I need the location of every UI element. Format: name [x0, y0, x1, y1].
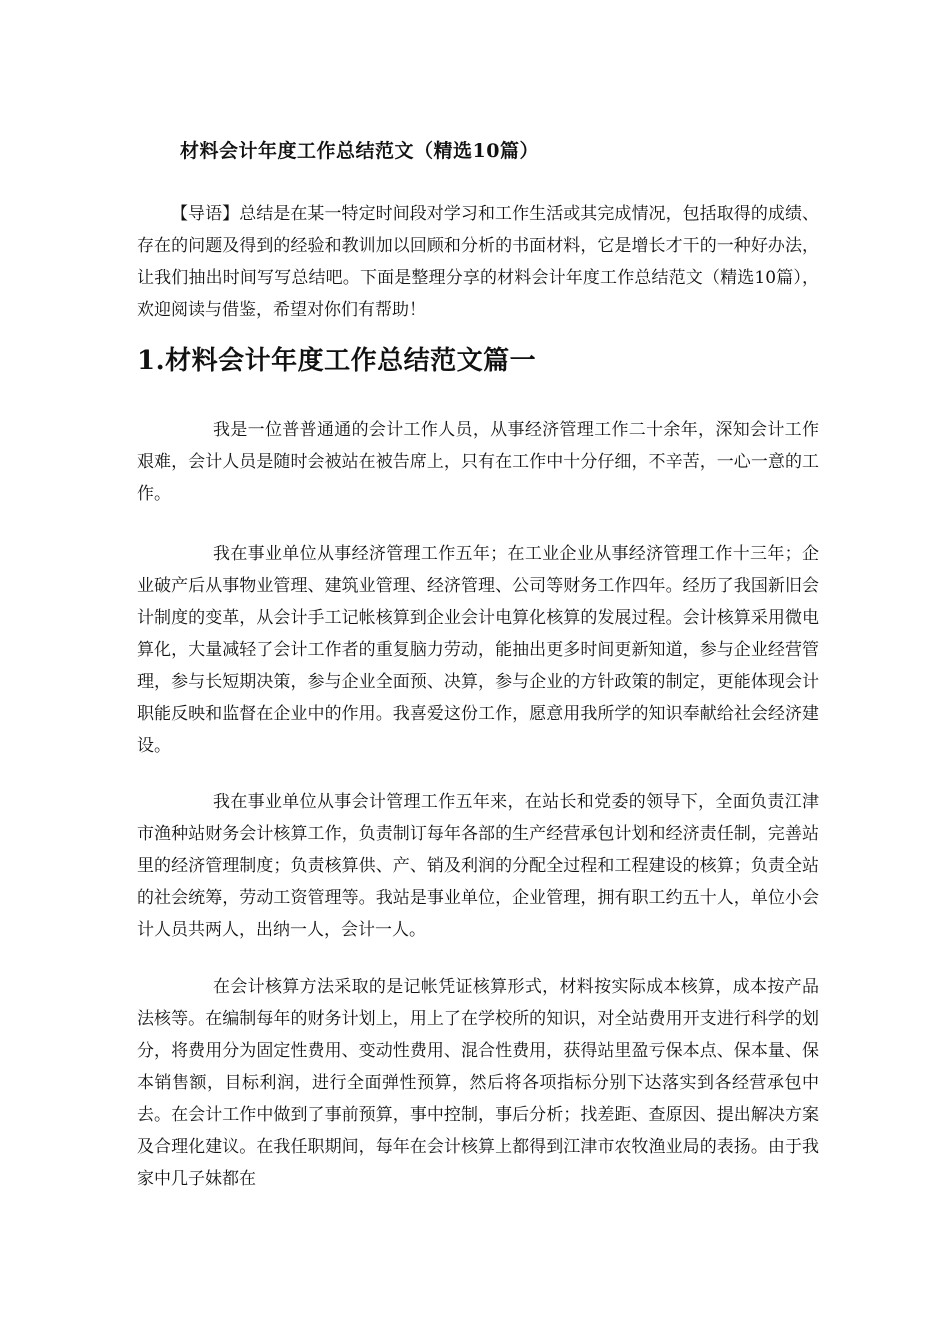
body-paragraph-2: 我在事业单位从事经济管理工作五年；在工业企业从事经济管理工作十三年；企业破产后从事物业管理、建筑业管理、经济管理、公司等财务工作四年。经历了我国新旧会计制度的变革，从会计手工记帐核算到企业会计电算化核算的发展过程。会计核算采用微电算化，大量减轻了会计工作者的重复脑力劳动，能抽出更多时间更新知道，参与企业经营管理，参与长短期决策，参与企业全面预、决算，参与企业的方针政策的制定，更能体现会计职能反映和监督在企业中的作用。我喜爱这份工作，愿意用我所学的知识奉献给社会经济建设。: [137, 544, 819, 756]
document-title: 材料会计年度工作总结范文（精选10篇）: [180, 140, 539, 162]
intro-paragraph: 【导语】总结是在某一特定时间段对学习和工作生活或其完成情况，包括取得的成绩、存在的问题及得到的经验和教训加以回顾和分析的书面材料，它是增长才干的一种好办法，让我们抽出时间写写总结吧。下面是整理分享的材料会计年度工作总结范文（精选10篇），欢迎阅读与借鉴，希望对你们有帮助！: [137, 204, 819, 320]
section-heading: 1.材料会计年度工作总结范文篇一: [137, 346, 537, 376]
body-paragraph-3: 我在事业单位从事会计管理工作五年来，在站长和党委的领导下，全面负责江津市渔种站财务会计核算工作，负责制订每年各部的生产经营承包计划和经济责任制，完善站里的经济管理制度；负责核算供、产、销及利润的分配全过程和工程建设的核算；负责全站的社会统筹，劳动工资管理等。我站是事业单位，企业管理，拥有职工约五十人，单位小会计人员共两人，出纳一人，会计一人。: [137, 792, 819, 940]
body-paragraph-1: 我是一位普普通通的会计工作人员，从事经济管理工作二十余年，深知会计工作艰难，会计人员是随时会被站在被告席上，只有在工作中十分仔细，不辛苦，一心一意的工作。: [137, 420, 819, 504]
body-paragraph-4: 在会计核算方法采取的是记帐凭证核算形式，材料按实际成本核算，成本按产品法核等。在编制每年的财务计划上，用上了在学校所的知识，对全站费用开支进行科学的划分，将费用分为固定性费用、变动性费用、混合性费用，获得站里盈亏保本点、保本量、保本销售额，目标利润，进行全面弹性预算，然后将各项指标分别下达落实到各经营承包中去。在会计工作中做到了事前预算，事中控制，事后分析；找差距、查原因、提出解决方案及合理化建议。在我任职期间，每年在会计核算上都得到江津市农牧渔业局的表扬。由于我家中几子妹都在: [137, 977, 819, 1189]
